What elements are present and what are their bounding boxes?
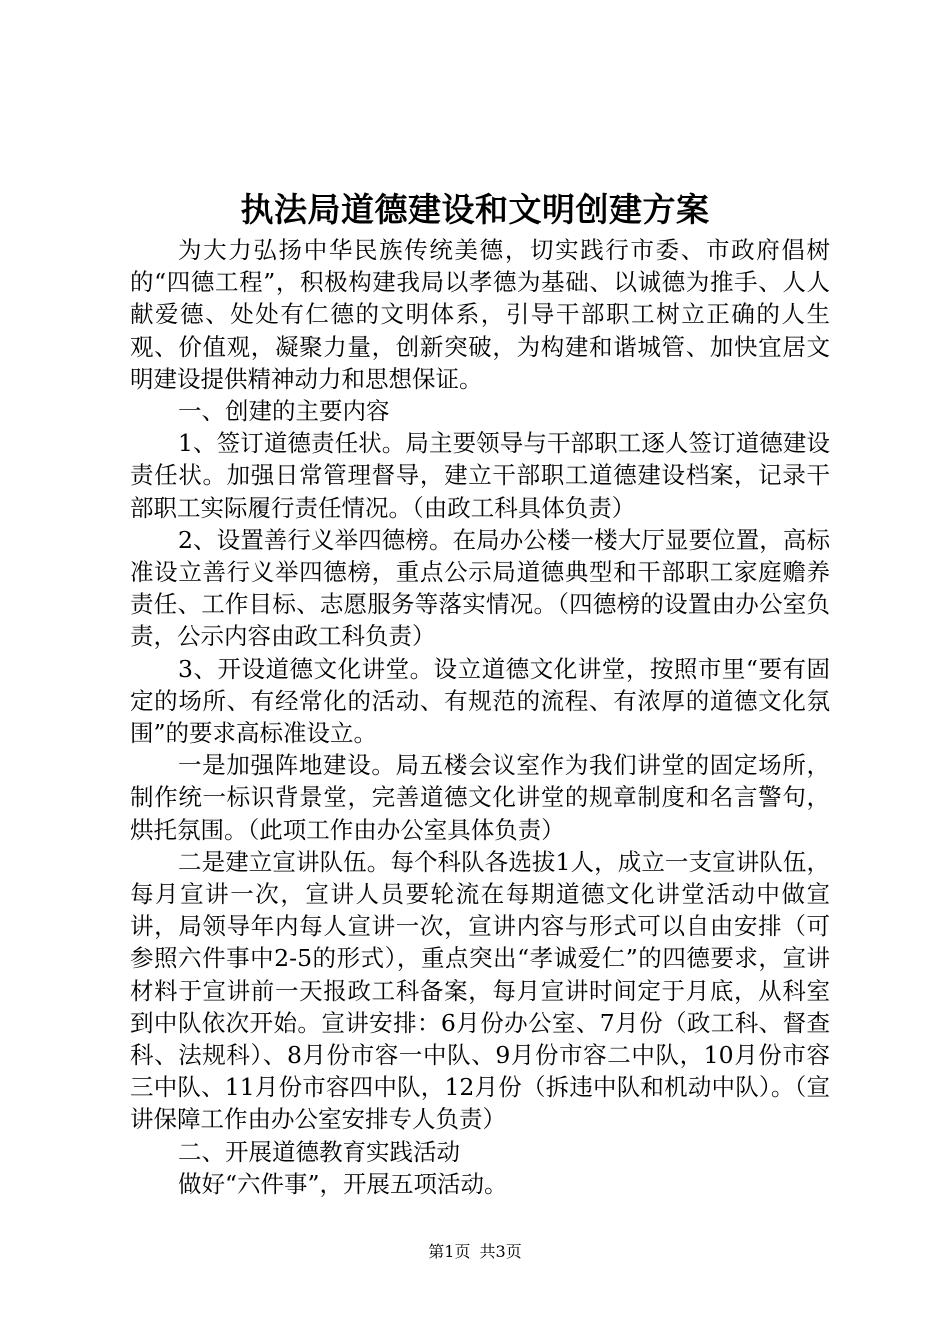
sub-paragraph-1: 一是加强阵地建设。局五楼会议室作为我们讲堂的固定场所，制作统一标识背景堂，完善道德文化讲堂的规章制度和名言警句，烘托氛围。（此项工作由办公室具体负责） (130, 751, 830, 844)
sub-paragraph-2: 二是建立宣讲队伍。每个科队各选拔1人，成立一支宣讲队伍，每月宣讲一次，宣讲人员要轮流在每期道德文化讲堂活动中做宣讲，局领导年内每人宣讲一次，宣讲内容与形式可以自由安排（可参照六件事中2-5的形式），重点突出“孝诚爱仁”的四德要求，宣讲材料于宣讲前一天报政工科备案，每月宣讲时间定于月底，从科室到中队依次开始。宣讲安排：6月份办公室、7月份（政工科、督查科、法规科）、8月份市容一中队、9月份市容二中队，10月份市容三中队、11月份市容四中队，12月份（拆违中队和机动中队）。（宣讲保障工作由办公室安排专人负责） (130, 847, 830, 1134)
closing-paragraph: 做好“六件事”，开展五项活动。 (178, 1169, 508, 1198)
item-paragraph-1: 1、签订道德责任状。局主要领导与干部职工逐人签订道德建设责任状。加强日常管理督导，建立干部职工道德建设档案，记录干部职工实际履行责任情况。（由政工科具体负责） (130, 429, 830, 522)
document-body (130, 234, 830, 1200)
page-footer: 第1页 共3页 (428, 1242, 522, 1261)
intro-paragraph: 为大力弘扬中华民族传统美德，切实践行市委、市政府倡树的“四德工程”，积极构建我局以孝德为基础、以诚德为推手、人人献爱德、处处有仁德的文明体系，引导干部职工树立正确的人生观、价值观，凝聚力量，创新突破，为构建和谐城管、加快宜居文明建设提供精神动力和思想保证。 (130, 236, 830, 393)
item-paragraph-3: 3、开设道德文化讲堂。设立道德文化讲堂，按照市里“要有固定的场所、有经常化的活动、有规范的流程、有浓厚的道德文化氛围”的要求高标准设立。 (130, 654, 830, 748)
section-heading-1: 一、创建的主要内容 (178, 397, 390, 426)
item-paragraph-2: 2、设置善行义举四德榜。在局办公楼一楼大厅显要位置，高标准设立善行义举四德榜，重点公示局道德典型和干部职工家庭赡养责任、工作目标、志愿服务等落实情况。（四德榜的设置由办公室负责，公示内容由政工科负责） (130, 525, 830, 651)
section-heading-2: 二、开展道德教育实践活动 (178, 1137, 460, 1166)
document-title: 执法局道德建设和文明创建方案 (240, 190, 710, 229)
